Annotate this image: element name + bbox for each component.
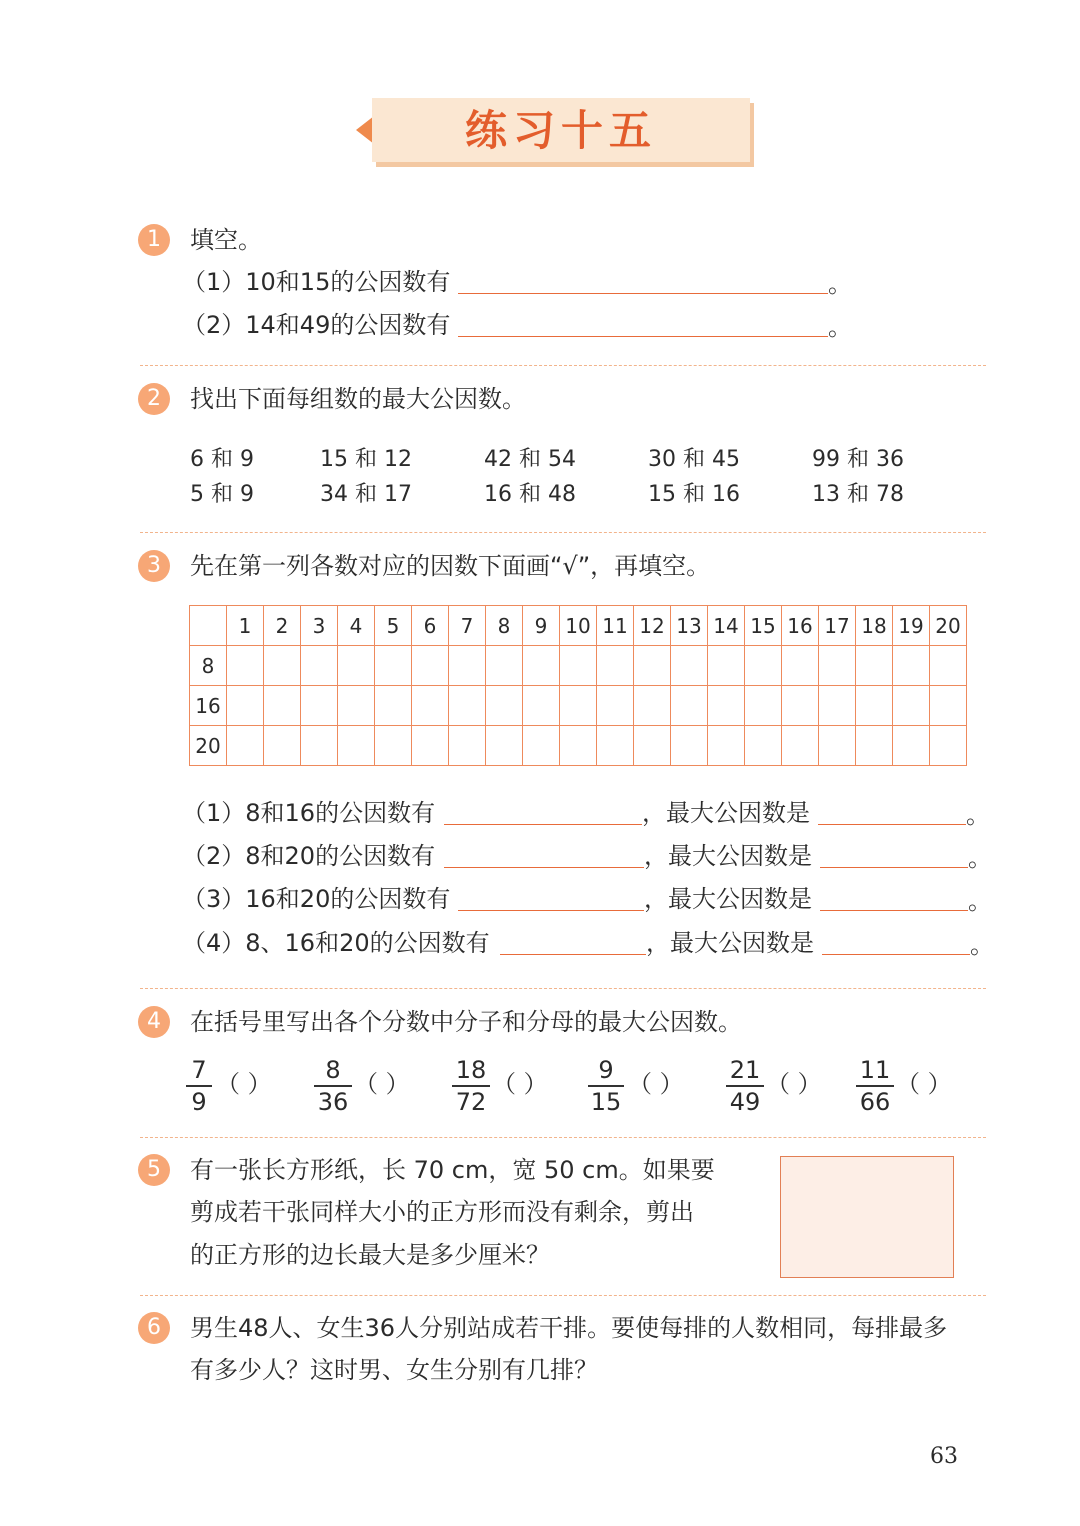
q1-item-2: （2）14和49的公因数有	[182, 311, 451, 339]
table-row	[190, 686, 967, 726]
number-pair: 15 和 16	[648, 482, 740, 507]
table-header-cell: 16	[782, 606, 819, 646]
table-cell[interactable]	[449, 726, 486, 766]
table-cell[interactable]	[597, 686, 634, 726]
number-pair: 34 和 17	[320, 482, 412, 507]
question-1-text: 填空。	[190, 226, 262, 254]
table-cell[interactable]	[227, 686, 264, 726]
table-cell[interactable]	[930, 686, 967, 726]
table-row	[190, 726, 967, 766]
table-header-cell: 13	[671, 606, 708, 646]
table-row	[190, 646, 967, 686]
table-header-cell: 10	[560, 606, 597, 646]
table-cell[interactable]	[708, 686, 745, 726]
answer-parentheses[interactable]: （ ）	[896, 1070, 952, 1098]
denominator: 49	[729, 1088, 761, 1116]
table-header-cell: 7	[449, 606, 486, 646]
table-cell[interactable]	[856, 646, 893, 686]
numerator: 21	[729, 1056, 761, 1084]
table-cell[interactable]	[227, 726, 264, 766]
number-pair: 99 和 36	[812, 447, 904, 472]
table-cell[interactable]	[893, 646, 930, 686]
table-cell[interactable]	[782, 646, 819, 686]
table-cell[interactable]	[449, 686, 486, 726]
table-cell[interactable]	[782, 726, 819, 766]
question-5-line-3: 的正方形的边长最大是多少厘米？	[190, 1241, 550, 1269]
question-number-5: 5	[138, 1154, 170, 1186]
table-cell[interactable]	[227, 646, 264, 686]
answer-blank[interactable]	[458, 910, 644, 911]
table-cell[interactable]	[856, 686, 893, 726]
table-cell[interactable]	[708, 726, 745, 766]
answer-blank[interactable]	[458, 293, 828, 294]
table-cell[interactable]	[301, 646, 338, 686]
table-header-cell: 4	[338, 606, 375, 646]
q3-item-1: （1）8和16的公因数有	[182, 799, 436, 827]
table-header-cell: 8	[486, 606, 523, 646]
table-cell[interactable]	[856, 726, 893, 766]
table-header-row	[190, 606, 967, 646]
table-cell[interactable]	[523, 726, 560, 766]
numerator: 9	[598, 1056, 614, 1084]
table-cell[interactable]	[597, 646, 634, 686]
table-cell[interactable]	[412, 726, 449, 766]
period: 。	[968, 887, 992, 915]
rectangle-paper-illustration	[780, 1156, 954, 1278]
table-cell[interactable]	[745, 686, 782, 726]
question-number-4: 4	[138, 1006, 170, 1038]
denominator: 36	[317, 1088, 349, 1116]
fraction-bar	[588, 1085, 624, 1087]
answer-blank[interactable]	[458, 336, 828, 337]
table-cell[interactable]	[486, 646, 523, 686]
question-6-line-2: 有多少人？这时男、女生分别有几排？	[190, 1356, 598, 1384]
fraction	[588, 1056, 624, 1116]
table-header-cell: 17	[819, 606, 856, 646]
table-cell[interactable]	[745, 726, 782, 766]
table-cell[interactable]	[745, 646, 782, 686]
table-cell[interactable]	[301, 686, 338, 726]
table-cell[interactable]	[301, 726, 338, 766]
number-pair: 16 和 48	[484, 482, 576, 507]
table-cell[interactable]	[375, 646, 412, 686]
answer-parentheses[interactable]: （ ）	[492, 1070, 548, 1098]
denominator: 72	[455, 1088, 487, 1116]
table-header-cell: 14	[708, 606, 745, 646]
table-cell[interactable]	[486, 686, 523, 726]
answer-parentheses[interactable]: （ ）	[216, 1070, 272, 1098]
q1-item-1: （1）10和15的公因数有	[182, 268, 451, 296]
table-cell[interactable]	[338, 726, 375, 766]
table-cell[interactable]	[375, 686, 412, 726]
table-cell[interactable]	[671, 646, 708, 686]
answer-parentheses[interactable]: （ ）	[628, 1070, 684, 1098]
answer-blank[interactable]	[500, 954, 646, 955]
divider	[140, 365, 986, 366]
table-cell[interactable]	[264, 686, 301, 726]
q3-mid-text: ，最大公因数是	[642, 799, 810, 827]
table-header-cell: 9	[523, 606, 560, 646]
table-header-cell: 1	[227, 606, 264, 646]
table-header-cell: 2	[264, 606, 301, 646]
number-pair: 6 和 9	[190, 447, 254, 472]
number-pair: 15 和 12	[320, 447, 412, 472]
table-cell[interactable]	[560, 646, 597, 686]
number-pair: 30 和 45	[648, 447, 740, 472]
table-cell[interactable]	[560, 686, 597, 726]
question-4-text: 在括号里写出各个分数中分子和分母的最大公因数。	[190, 1008, 742, 1036]
fraction-bar	[726, 1085, 764, 1087]
answer-parentheses[interactable]: （ ）	[766, 1070, 822, 1098]
table-cell[interactable]	[486, 726, 523, 766]
page-title: 练习十五	[464, 106, 657, 155]
table-cell[interactable]	[634, 646, 671, 686]
q3-item-2: （2）8和20的公因数有	[182, 842, 436, 870]
table-cell[interactable]	[634, 686, 671, 726]
fraction	[452, 1056, 490, 1116]
fraction-bar	[856, 1085, 894, 1087]
fraction-bar	[314, 1085, 352, 1087]
answer-blank[interactable]	[822, 954, 970, 955]
table-header-cell: 19	[893, 606, 930, 646]
period: 。	[970, 931, 994, 959]
numerator: 7	[191, 1056, 207, 1084]
answer-blank[interactable]	[820, 910, 968, 911]
q3-mid-text: ，最大公因数是	[646, 929, 814, 957]
table-cell[interactable]	[449, 646, 486, 686]
table-cell[interactable]	[819, 726, 856, 766]
table-header-cell: 20	[930, 606, 967, 646]
question-3-text: 先在第一列各数对应的因数下面画“√”，再填空。	[190, 552, 711, 580]
table-header-cell: 5	[375, 606, 412, 646]
table-cell[interactable]	[782, 686, 819, 726]
fraction	[314, 1056, 352, 1116]
fraction	[186, 1056, 212, 1116]
denominator: 66	[859, 1088, 891, 1116]
table-header-cell: 6	[412, 606, 449, 646]
number-pair: 13 和 78	[812, 482, 904, 507]
factor-table	[189, 605, 967, 766]
number-pair: 5 和 9	[190, 482, 254, 507]
table-cell[interactable]	[523, 686, 560, 726]
question-5-line-2: 剪成若干张同样大小的正方形而没有剩余，剪出	[190, 1198, 694, 1226]
table-header-cell: 12	[634, 606, 671, 646]
table-cell[interactable]	[634, 726, 671, 766]
divider	[140, 988, 986, 989]
fraction	[726, 1056, 764, 1116]
numerator: 18	[455, 1056, 487, 1084]
fraction-bar	[452, 1085, 490, 1087]
question-number-6: 6	[138, 1312, 170, 1344]
table-cell[interactable]	[264, 726, 301, 766]
fraction	[856, 1056, 894, 1116]
table-header-cell: 18	[856, 606, 893, 646]
table-cell[interactable]	[375, 726, 412, 766]
table-cell[interactable]	[412, 686, 449, 726]
table-cell[interactable]	[893, 726, 930, 766]
divider	[140, 532, 986, 533]
period: 。	[828, 313, 852, 341]
numerator: 8	[325, 1056, 341, 1084]
question-2-text: 找出下面每组数的最大公因数。	[190, 385, 526, 413]
question-6-line-1: 男生48人、女生36人分别站成若干排。要使每排的人数相同，每排最多	[190, 1314, 948, 1342]
table-header-cell: 11	[597, 606, 634, 646]
table-cell[interactable]	[671, 726, 708, 766]
period: 。	[828, 270, 852, 298]
page-number: 63	[930, 1444, 958, 1469]
divider	[140, 1137, 986, 1138]
question-number-1: 1	[138, 224, 170, 256]
period: 。	[968, 844, 992, 872]
table-cell[interactable]	[412, 646, 449, 686]
period: 。	[966, 801, 990, 829]
answer-blank[interactable]	[820, 867, 968, 868]
fraction-bar	[186, 1085, 212, 1087]
table-cell[interactable]	[819, 686, 856, 726]
row-label: 16	[190, 686, 227, 726]
question-number-3: 3	[138, 550, 170, 582]
q3-mid-text: ，最大公因数是	[644, 842, 812, 870]
denominator: 15	[590, 1088, 622, 1116]
table-cell[interactable]	[930, 646, 967, 686]
numerator: 11	[859, 1056, 891, 1084]
q3-item-4: （4）8、16和20的公因数有	[182, 929, 490, 957]
answer-blank[interactable]	[818, 824, 966, 825]
row-label: 8	[190, 646, 227, 686]
table-cell[interactable]	[893, 686, 930, 726]
answer-blank[interactable]	[444, 824, 642, 825]
table-cell[interactable]	[708, 646, 745, 686]
table-cell[interactable]	[671, 686, 708, 726]
answer-parentheses[interactable]: （ ）	[354, 1070, 410, 1098]
table-cell[interactable]	[338, 686, 375, 726]
table-cell[interactable]	[819, 646, 856, 686]
denominator: 9	[191, 1088, 207, 1116]
question-number-2: 2	[138, 383, 170, 415]
question-5-line-1: 有一张长方形纸，长 70 cm，宽 50 cm。如果要	[190, 1156, 715, 1184]
table-cell[interactable]	[560, 726, 597, 766]
divider	[140, 1295, 986, 1296]
table-cell[interactable]	[597, 726, 634, 766]
table-cell[interactable]	[930, 726, 967, 766]
table-header-cell: 3	[301, 606, 338, 646]
q3-item-3: （3）16和20的公因数有	[182, 885, 451, 913]
table-cell[interactable]	[264, 646, 301, 686]
table-cell[interactable]	[338, 646, 375, 686]
table-header-cell	[190, 606, 227, 646]
table-cell[interactable]	[523, 646, 560, 686]
q3-mid-text: ，最大公因数是	[644, 885, 812, 913]
table-header-cell: 15	[745, 606, 782, 646]
answer-blank[interactable]	[444, 867, 644, 868]
row-label: 20	[190, 726, 227, 766]
number-pair: 42 和 54	[484, 447, 576, 472]
